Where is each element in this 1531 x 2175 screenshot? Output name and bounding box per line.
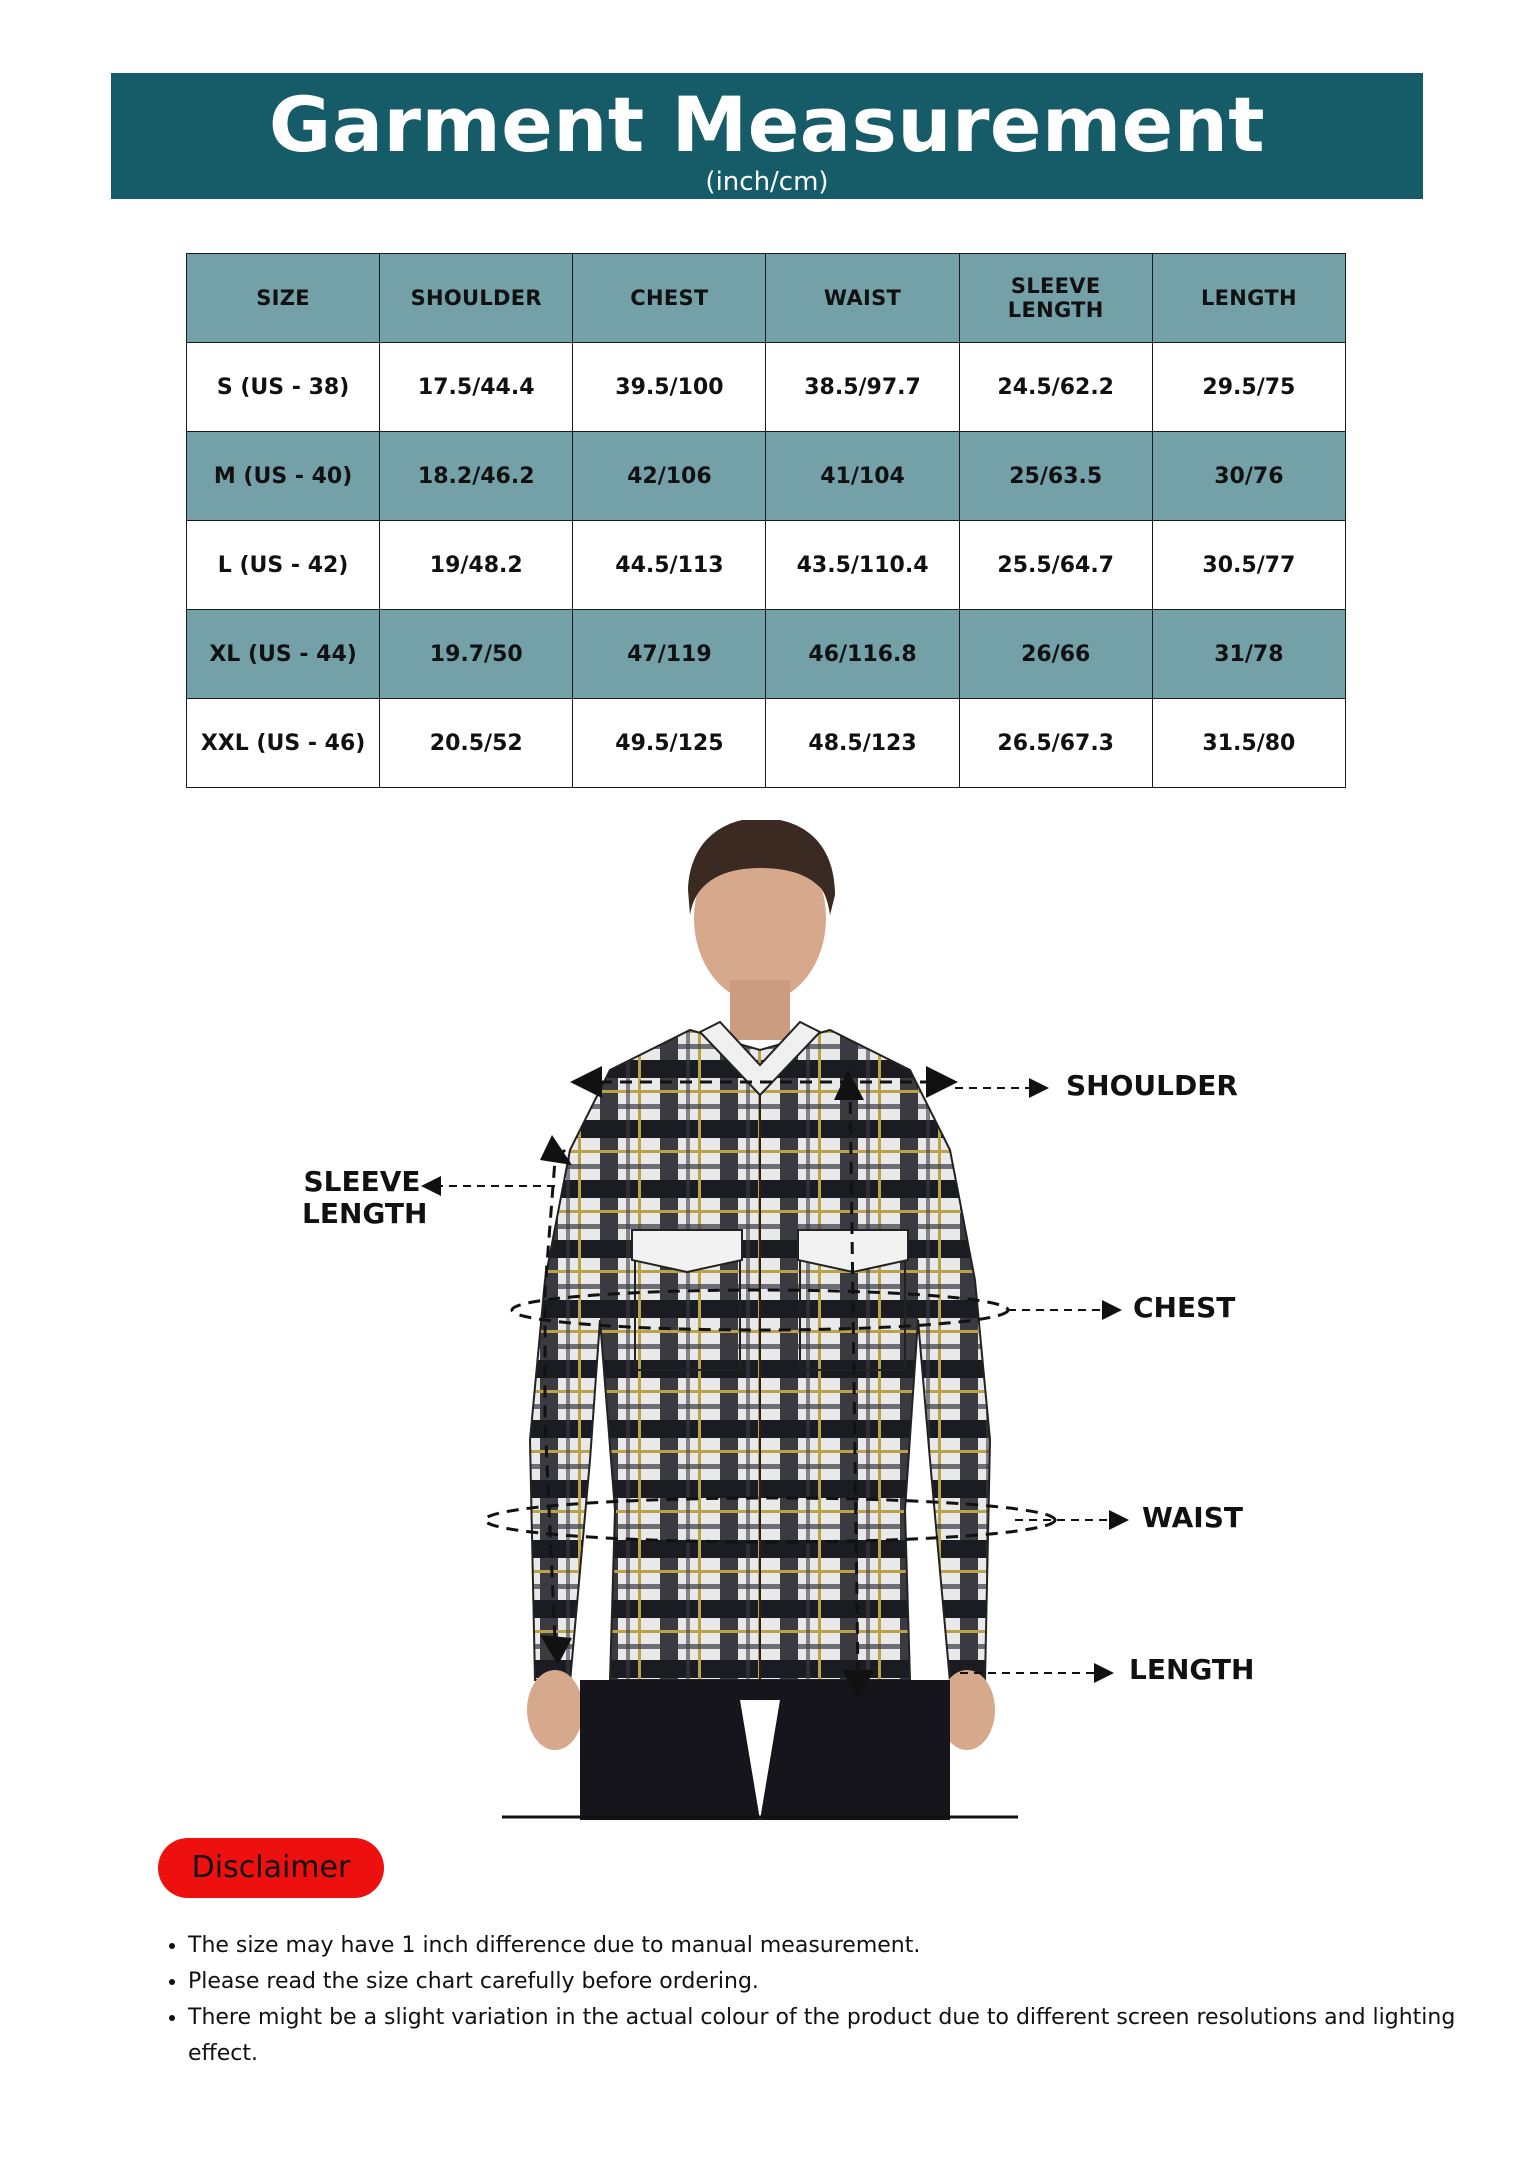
- disclaimer-badge: Disclaimer: [158, 1838, 384, 1898]
- table-cell: 42/106: [573, 432, 766, 521]
- table-row: [187, 521, 1346, 610]
- table-cell: 49.5/125: [573, 699, 766, 788]
- sleeve-label-line1: SLEEVE: [303, 1165, 421, 1198]
- sleeve-length-label: [302, 1165, 428, 1231]
- table-cell: 30.5/77: [1152, 521, 1345, 610]
- column-header-shoulder: SHOULDER: [380, 254, 573, 343]
- table-cell: 31/78: [1152, 610, 1345, 699]
- size-chart-table: [186, 253, 1346, 788]
- table-row: [187, 699, 1346, 788]
- table-row: [187, 343, 1346, 432]
- table-cell: 25.5/64.7: [959, 521, 1152, 610]
- table-cell: 47/119: [573, 610, 766, 699]
- table-cell: 26.5/67.3: [959, 699, 1152, 788]
- list-item: • The size may have 1 inch difference due to manual measurement.: [188, 1928, 1518, 1964]
- table-cell: 18.2/46.2: [380, 432, 573, 521]
- table-cell: 39.5/100: [573, 343, 766, 432]
- model-shirt: [530, 1022, 990, 1682]
- column-header-waist: WAIST: [766, 254, 959, 343]
- table-cell: XXL (US - 46): [187, 699, 380, 788]
- table-cell: 41/104: [766, 432, 959, 521]
- model-hands-trousers: [527, 1670, 995, 1820]
- table-cell: 43.5/110.4: [766, 521, 959, 610]
- model-illustration: [0, 820, 1531, 1820]
- list-item: • There might be a slight variation in the actual colour of the product due to different screen resolutions and lighting effect.: [188, 2000, 1518, 2072]
- table-cell: 17.5/44.4: [380, 343, 573, 432]
- chest-label: CHEST: [1133, 1291, 1236, 1324]
- column-header-sleeve-length: SLEEVE LENGTH: [959, 254, 1152, 343]
- table-cell: 20.5/52: [380, 699, 573, 788]
- table-cell: 48.5/123: [766, 699, 959, 788]
- units-subtitle: (inch/cm): [705, 167, 829, 197]
- table-cell: S (US - 38): [187, 343, 380, 432]
- header-banner: [111, 73, 1423, 199]
- table-row: [187, 432, 1346, 521]
- table-header-row: [187, 254, 1346, 343]
- length-label: LENGTH: [1129, 1653, 1255, 1686]
- table-cell: M (US - 40): [187, 432, 380, 521]
- table-cell: L (US - 42): [187, 521, 380, 610]
- table-cell: 31.5/80: [1152, 699, 1345, 788]
- table-cell: 44.5/113: [573, 521, 766, 610]
- table-cell: 25/63.5: [959, 432, 1152, 521]
- model-head: [688, 820, 835, 1040]
- table-cell: 30/76: [1152, 432, 1345, 521]
- table-cell: 46/116.8: [766, 610, 959, 699]
- shoulder-label: SHOULDER: [1066, 1069, 1238, 1102]
- table-cell: 29.5/75: [1152, 343, 1345, 432]
- waist-label: WAIST: [1142, 1501, 1243, 1534]
- table-cell: 19/48.2: [380, 521, 573, 610]
- model-measurement-figure: [0, 820, 1531, 1820]
- column-header-length: LENGTH: [1152, 254, 1345, 343]
- column-header-chest: CHEST: [573, 254, 766, 343]
- table-cell: 24.5/62.2: [959, 343, 1152, 432]
- table-cell: 38.5/97.7: [766, 343, 959, 432]
- sleeve-label-line2: LENGTH: [302, 1197, 428, 1231]
- table-cell: 19.7/50: [380, 610, 573, 699]
- table-row: [187, 610, 1346, 699]
- disclaimer-notes: [158, 1928, 1518, 2072]
- column-header-size: SIZE: [187, 254, 380, 343]
- table-cell: 26/66: [959, 610, 1152, 699]
- page-title: Garment Measurement: [268, 80, 1266, 169]
- list-item: • Please read the size chart carefully before ordering.: [188, 1964, 1518, 2000]
- table-cell: XL (US - 44): [187, 610, 380, 699]
